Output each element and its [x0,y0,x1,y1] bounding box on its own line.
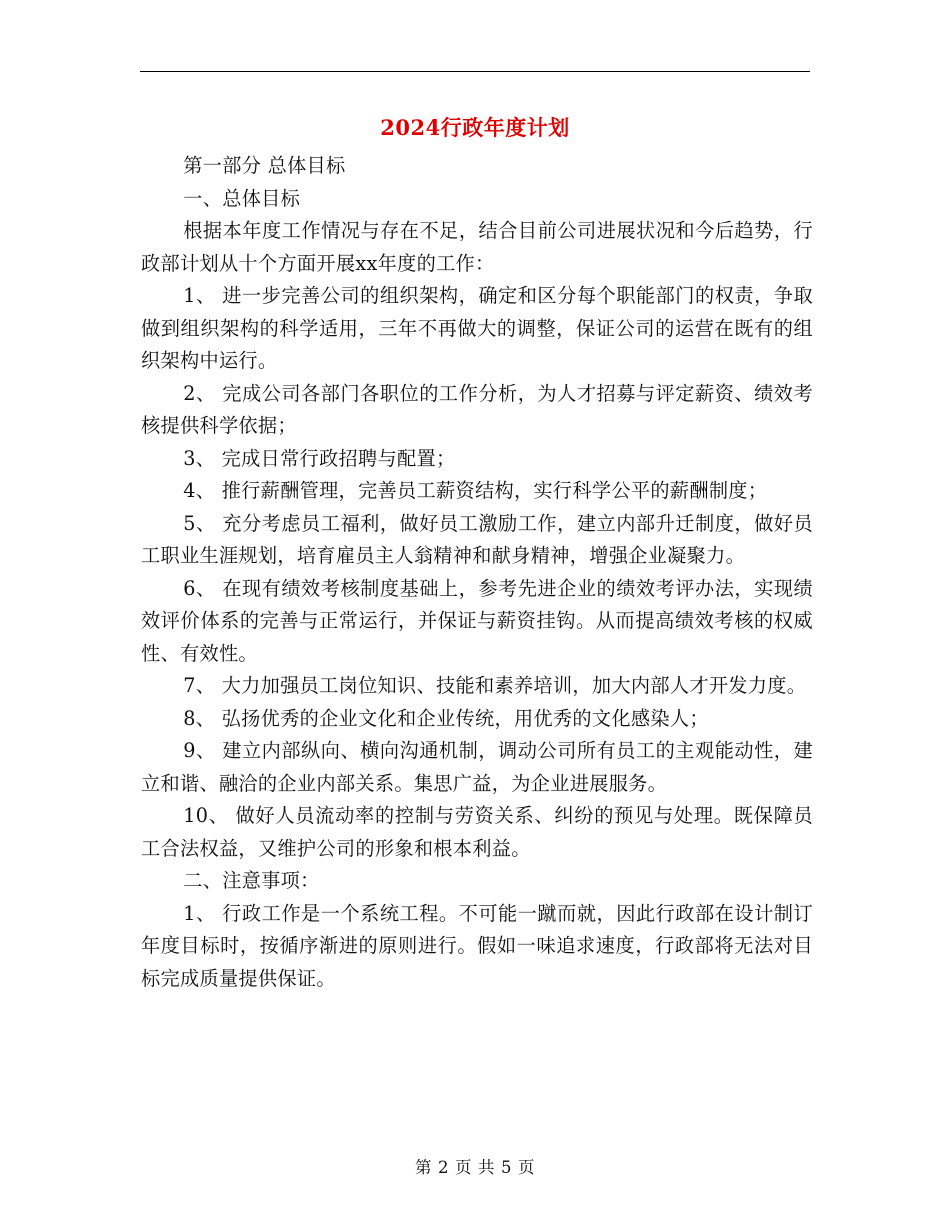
footer-page-label: 第 [415,1158,432,1177]
list-item: 9、 建立内部纵向、横向沟通机制，调动公司所有员工的主观能动性，建立和谐、融洽的企业内部关系。集思广益，为企业进展服务。 [141,739,813,795]
list-item: 1、 进一步完善公司的组织架构，确定和区分每个职能部门的权责，争取做到组织架构的科学适用，三年不再做大的调整，保证公司的运营在既有的组织架构中运行。 [141,284,813,372]
section-heading-part-one: 第一部分 总体目标 [183,154,346,177]
list-item: 5、 充分考虑员工福利，做好员工激励工作，建立内部升迁制度，做好员工职业生涯规划，培育雇员主人翁精神和献身精神，增强企业凝聚力。 [141,511,813,567]
document-title: 2024行政年度计划 [380,115,570,140]
subsection-heading-overall-goal: 一、总体目标 [183,186,301,210]
footer-page-unit: 页 [455,1158,472,1177]
list-item: 1、 行政工作是一个系统工程。不可能一蹴而就，因此行政部在设计制订年度目标时，按循序渐进的原则进行。假如一味追求速度，行政部将无法对目标完成质量提供保证。 [141,901,813,990]
list-item: 3、 完成日常行政招聘与配置； [183,446,456,470]
list-item: 4、 推行薪酬管理，完善员工薪资结构，实行科学公平的薪酬制度； [183,479,768,502]
list-item: 6、 在现有绩效考核制度基础上，参考先进企业的绩效考评办法，实现绩效评价体系的完善与正常运行，并保证与薪资挂钩。从而提高绩效考核的权威性、有效性。 [141,576,813,665]
subsection-heading-notes: 二、注意事项： [183,869,320,892]
footer-total-pages: 5 [501,1158,512,1177]
list-item: 8、 弘扬优秀的企业文化和企业传统，用优秀的文化感染人； [183,706,709,730]
list-item: 2、 完成公司各部门各职位的工作分析，为人才招募与评定薪资、绩效考核提供科学依据； [141,381,813,437]
document-body [141,150,813,995]
list-item: 7、 大力加强员工岗位知识、技能和素养培训，加大内部人才开发力度。 [183,674,807,697]
header-rule [140,71,810,72]
footer-current-page: 2 [438,1158,449,1177]
list-item: 10、 做好人员流动率的控制与劳资关系、纠纷的预见与处理。既保障员工合法权益，又维护公司的形象和根本利益。 [141,804,813,860]
footer-total-label: 共 [478,1158,495,1177]
intro-paragraph: 根据本年度工作情况与存在不足，结合目前公司进展状况和今后趋势，行政部计划从十个方面开展xx年度的工作： [141,219,813,275]
page-footer [0,1154,950,1178]
footer-total-unit: 页 [518,1158,535,1177]
